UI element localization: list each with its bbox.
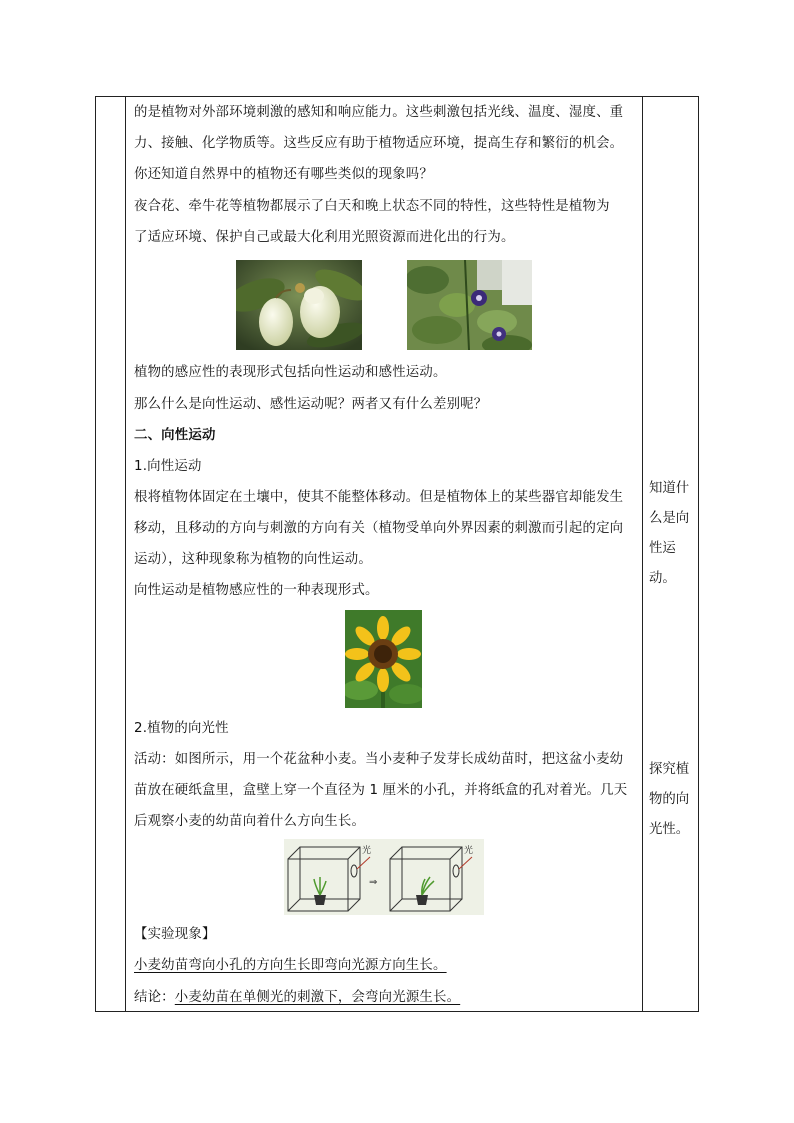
text-line: 移动，且移动的方向与刺激的方向有关（植物受单向外界因素的刺激而引起的定向 (134, 521, 624, 536)
objective-line: 知道什 (649, 481, 690, 496)
objective-note-2 (649, 755, 695, 845)
subsection-heading: 1.向性运动 (134, 459, 202, 474)
subsection-heading: 2.植物的向光性 (134, 721, 229, 736)
text-line: 那么什么是向性运动、感性运动呢？两者又有什么差别呢？ (134, 397, 488, 412)
text-line: 力、接触、化学物质等。这些反应有助于植物适应环境，提高生存和繁衍的机会。 (134, 136, 624, 151)
objective-line: 探究植 (649, 762, 690, 777)
sunflower-photo (345, 610, 422, 708)
text-line: 后观察小麦的幼苗向着什么方向生长。 (134, 814, 366, 829)
arrow-icon: ⇒ (369, 877, 378, 888)
column-divider-right (642, 97, 643, 1011)
column-divider-left (125, 97, 126, 1011)
text-line: 向性运动是植物感应性的一种表现形式。 (134, 583, 379, 598)
section-heading: 二、向性运动 (134, 428, 216, 443)
text-line: 夜合花、牵牛花等植物都展示了白天和晚上状态不同的特性，这些特性是植物为 (134, 199, 610, 214)
magnolia-photo (236, 260, 362, 350)
light-label: 光 (362, 846, 372, 856)
text-line: 植物的感应性的表现形式包括向性运动和感性运动。 (134, 365, 447, 380)
conclusion-line (134, 988, 460, 1008)
phototropism-experiment-figure (284, 839, 484, 915)
objective-line: 性运 (649, 541, 676, 556)
experiment-heading: 【实验现象】 (134, 927, 216, 942)
morning-glory-photo (407, 260, 532, 350)
experiment-phenomenon: 小麦幼苗弯向小孔的方向生长即弯向光源方向生长。 (134, 958, 447, 973)
lesson-table (95, 96, 699, 1012)
objective-line: 物的向 (649, 792, 690, 807)
text-line: 了适应环境、保护自己或最大化利用光照资源而进化出的行为。 (134, 230, 515, 245)
text-line: 活动：如图所示，用一个花盆种小麦。当小麦种子发芽长成幼苗时，把这盆小麦幼 (134, 752, 624, 767)
conclusion-label: 结论： (134, 990, 175, 1005)
objective-line: 光性。 (649, 822, 690, 837)
text-line: 的是植物对外部环境刺激的感知和响应能力。这些刺激包括光线、温度、湿度、重 (134, 105, 624, 120)
text-line: 运动），这种现象称为植物的向性运动。 (134, 552, 372, 567)
conclusion-answer: 小麦幼苗在单侧光的刺激下，会弯向光源生长。 (174, 990, 461, 1005)
text-line: 苗放在硬纸盒里，盒壁上穿一个直径为 1 厘米的小孔，并将纸盒的孔对着光。几天 (134, 783, 628, 798)
objective-line: 动。 (649, 571, 676, 586)
light-label: 光 (464, 846, 474, 856)
text-line: 你还知道自然界中的植物还有哪些类似的现象吗？ (134, 167, 433, 182)
text-line: 根将植物体固定在土壤中，使其不能整体移动。但是植物体上的某些器官却能发生 (134, 490, 624, 505)
objective-line: 么是向 (649, 511, 690, 526)
objective-note-1 (649, 474, 695, 594)
